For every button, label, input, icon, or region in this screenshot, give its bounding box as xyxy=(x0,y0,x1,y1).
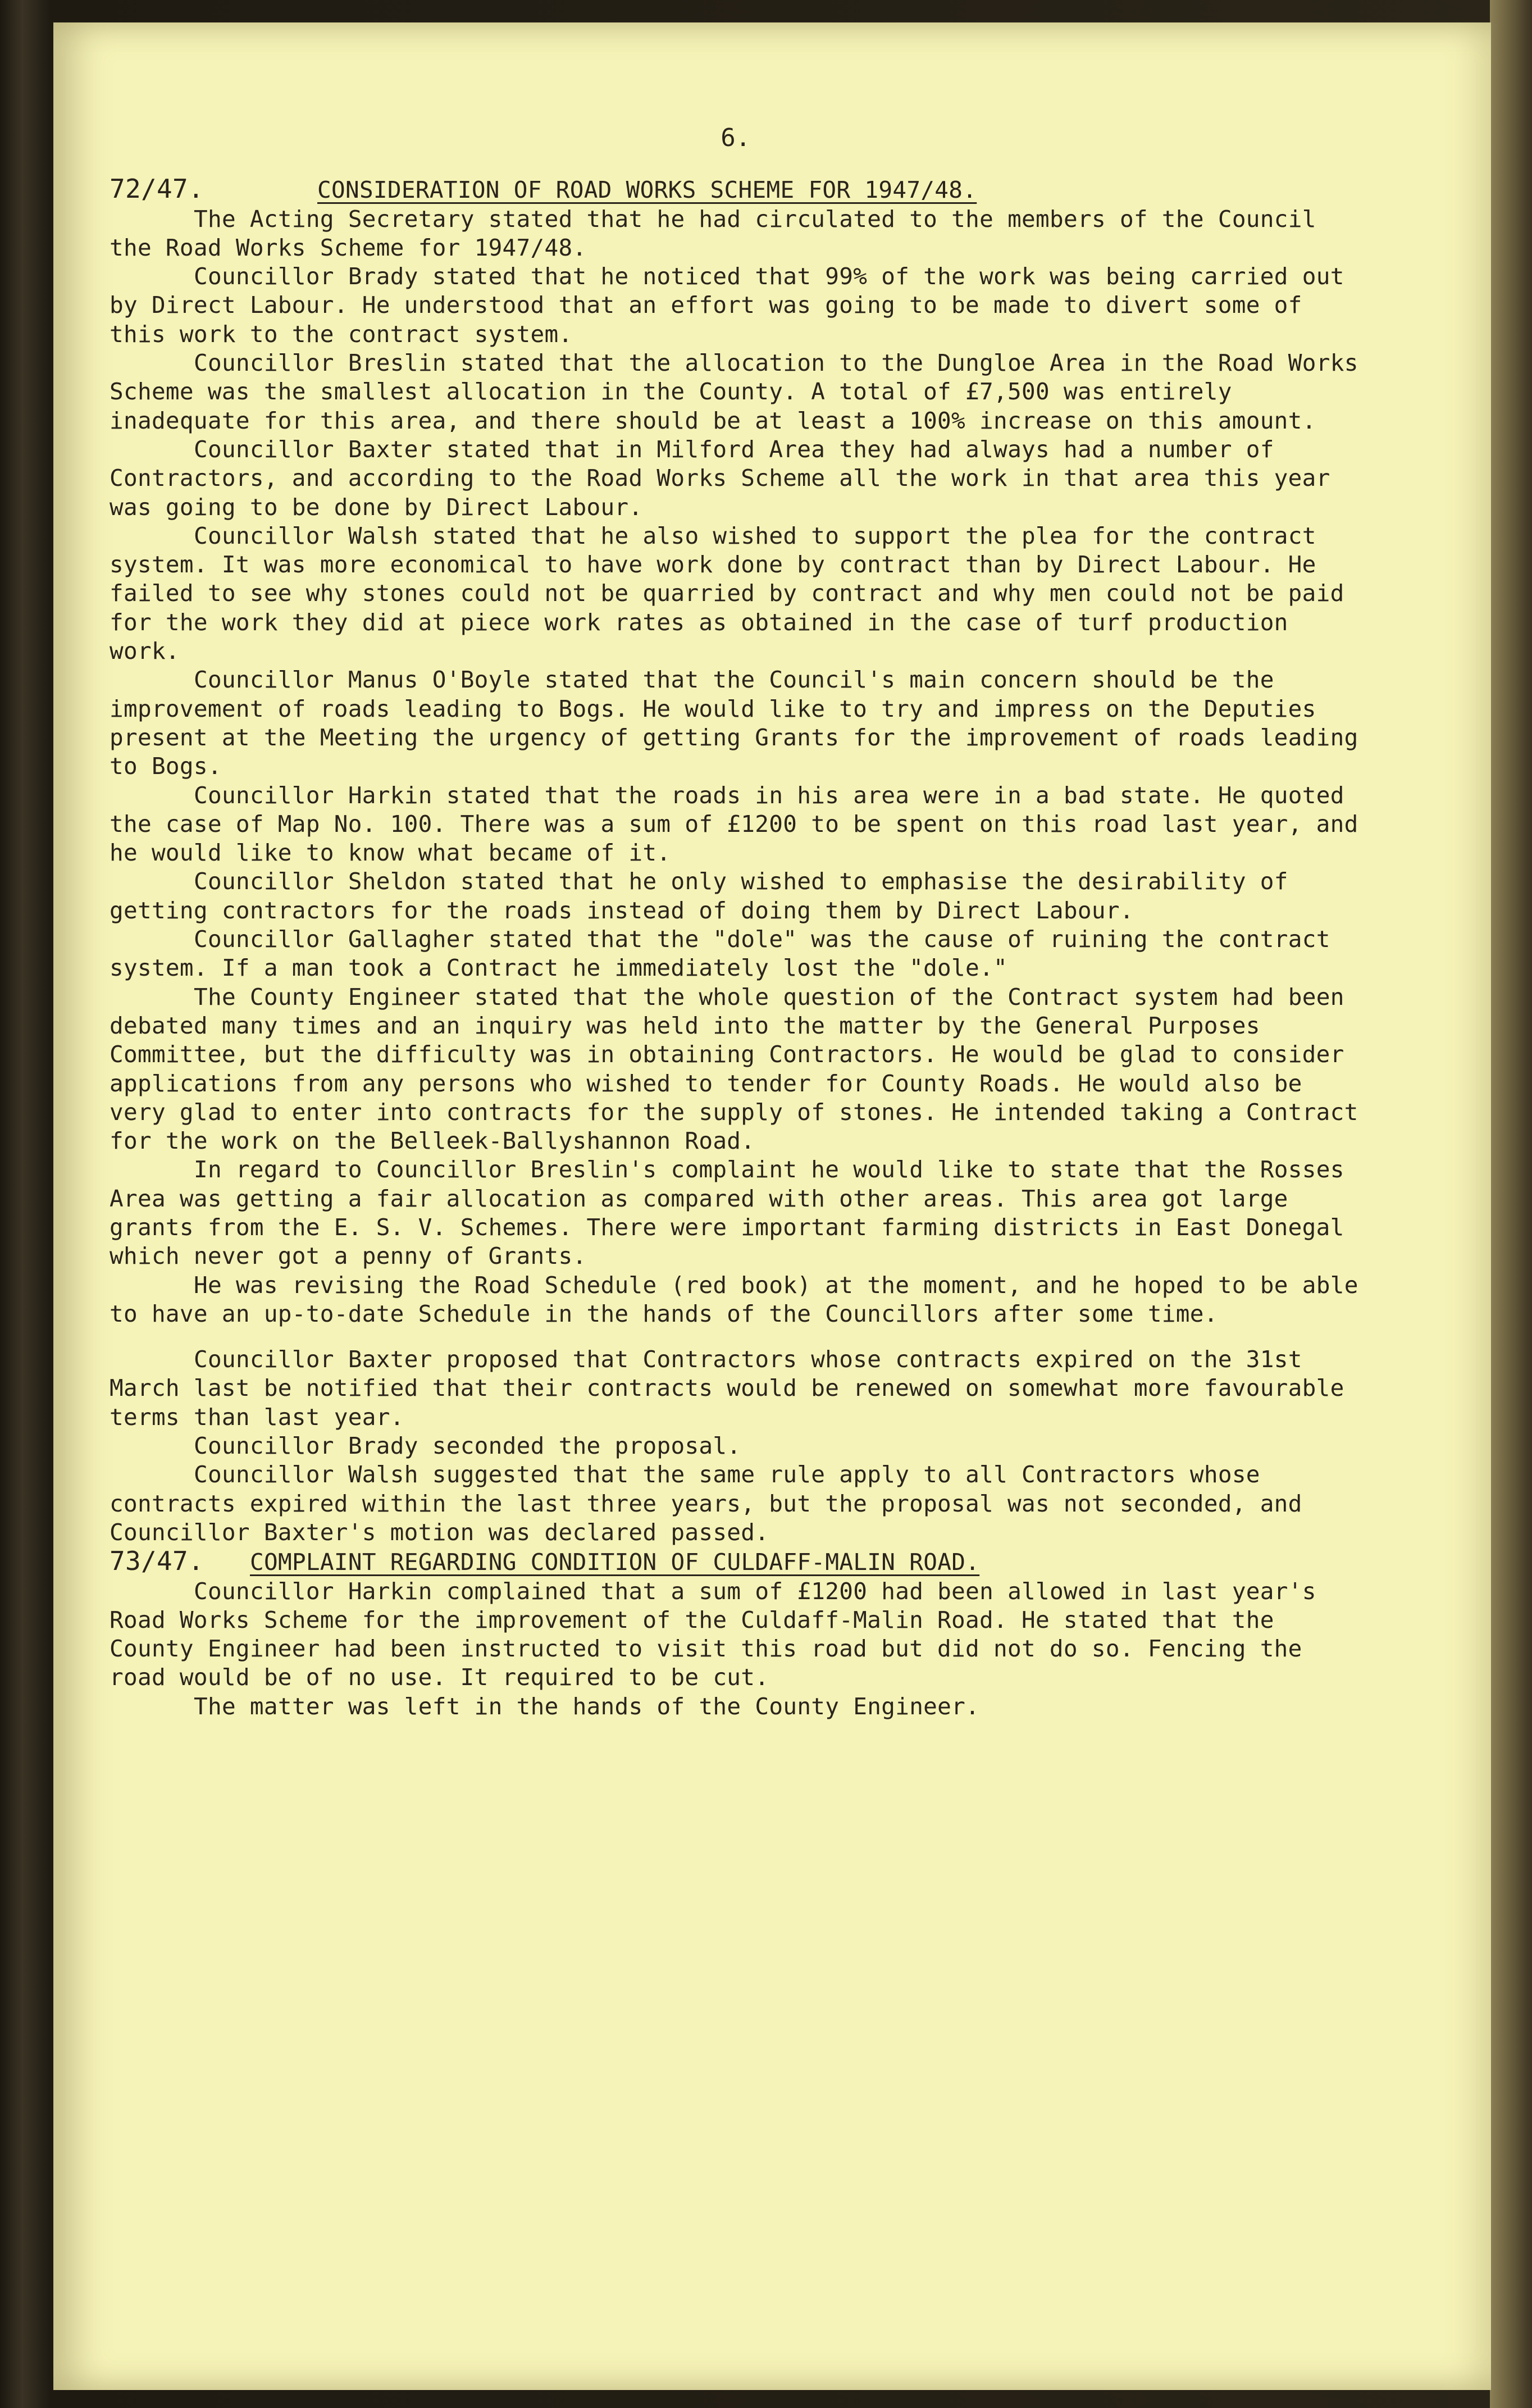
paragraph: Councillor Baxter stated that in Milford Area they had always had a number of Contractors, and according to the Road Works Scheme all the work in that area this year was going to be done by Direct Labour. xyxy=(110,435,1330,521)
minute-number: 73/47. xyxy=(110,1546,204,1577)
paragraph: Councillor Gallagher stated that the "dole" was the cause of ruining the contract system. If a man took a Contract he immediately lost the "dole." xyxy=(110,926,1330,982)
minutes-text xyxy=(110,124,1362,1721)
paragraph: Councillor Harkin complained that a sum of £1200 had been allowed in last year's Road Works Scheme for the improvement of the Culdaff-Malin Road. He stated that the County Engineer had been instructed to visit this road but did not do so. Fencing the road would be of no use. It required to be cut. xyxy=(110,1577,1316,1691)
paragraph: In regard to Councillor Breslin's complaint he would like to state that the Rosses Area was getting a fair allocation as compared with other areas. This area got large grants from the E. S. V. Schemes. There were important farming districts in East Donegal which never got a penny of Grants. xyxy=(110,1156,1344,1270)
paragraph: He was revising the Road Schedule (red book) at the moment, and he hoped to be able to have an up-to-date Schedule in the hands of the Councillors after some time. xyxy=(110,1271,1358,1327)
section-heading xyxy=(110,175,1362,204)
minute-number: 72/47. xyxy=(110,174,204,204)
paragraph: Councillor Harkin stated that the roads in his area were in a bad state. He quoted the case of Map No. 100. There was a sum of £1200 to be spent on this road last year, and he would like to know what became of it. xyxy=(110,781,1358,867)
paragraph: The matter was left in the hands of the County Engineer. xyxy=(194,1692,980,1720)
paragraph: Councillor Baxter proposed that Contractors whose contracts expired on the 31st March last be notified that their contracts would be renewed on somewhat more favourable terms than last year. xyxy=(110,1346,1344,1431)
section-title: CONSIDERATION OF ROAD WORKS SCHEME FOR 1947/48. xyxy=(317,176,977,204)
section-heading xyxy=(110,1547,1362,1577)
spacer xyxy=(110,1328,1362,1345)
section-title: COMPLAINT REGARDING CONDITION OF CULDAFF-MALIN ROAD. xyxy=(250,1549,980,1576)
paragraph: Councillor Brady seconded the proposal. xyxy=(194,1432,741,1460)
paragraph: Councillor Walsh stated that he also wished to support the plea for the contract system. It was more economical to have work done by contract than by Direct Labour. He failed to see why stones could not be quarried by contract and why men could not be paid for the work they did at piece work rates as obtained in the case of turf production work. xyxy=(110,522,1344,665)
paragraph: Councillor Sheldon stated that he only wished to emphasise the desirability of getting contractors for the roads instead of doing them by Direct Labour. xyxy=(110,868,1288,924)
paragraph: The County Engineer stated that the whole question of the Contract system had been debated many times and an inquiry was held into the matter by the General Purposes Committee, but the difficulty was in obtaining Contractors. He would be glad to consider applications from any persons who wished to tender for County Roads. He would also be very glad to enter into contracts for the supply of stones. He intended taking a Contract for the work on the Belleek-Ballyshannon Road. xyxy=(110,983,1358,1155)
paragraph: The Acting Secretary stated that he had circulated to the members of the Council the Road Works Scheme for 1947/48. xyxy=(110,205,1316,261)
paragraph: Councillor Manus O'Boyle stated that the Council's main concern should be the improvement of roads leading to Bogs. He would like to try and impress on the Deputies present at the Meeting the urgency of getting Grants for the improvement of roads leading to Bogs. xyxy=(110,666,1358,780)
paragraph: Councillor Breslin stated that the allocation to the Dungloe Area in the Road Works Scheme was the smallest allocation in the County. A total of £7,500 was entirely inadequate for this area, and there should be at least a 100% increase on this amount. xyxy=(110,349,1358,434)
paragraph: Councillor Brady stated that he noticed that 99% of the work was being carried out by Direct Labour. He understood that an effort was going to be made to divert some of this work to the contract system. xyxy=(110,263,1344,348)
book-edge xyxy=(1490,0,1532,2408)
page-number: 6. xyxy=(721,124,751,152)
paragraph: Councillor Walsh suggested that the same rule apply to all Contractors whose contracts expired within the last three years, but the proposal was not seconded, and Councillor Baxter's motion was declared passed. xyxy=(110,1461,1302,1546)
